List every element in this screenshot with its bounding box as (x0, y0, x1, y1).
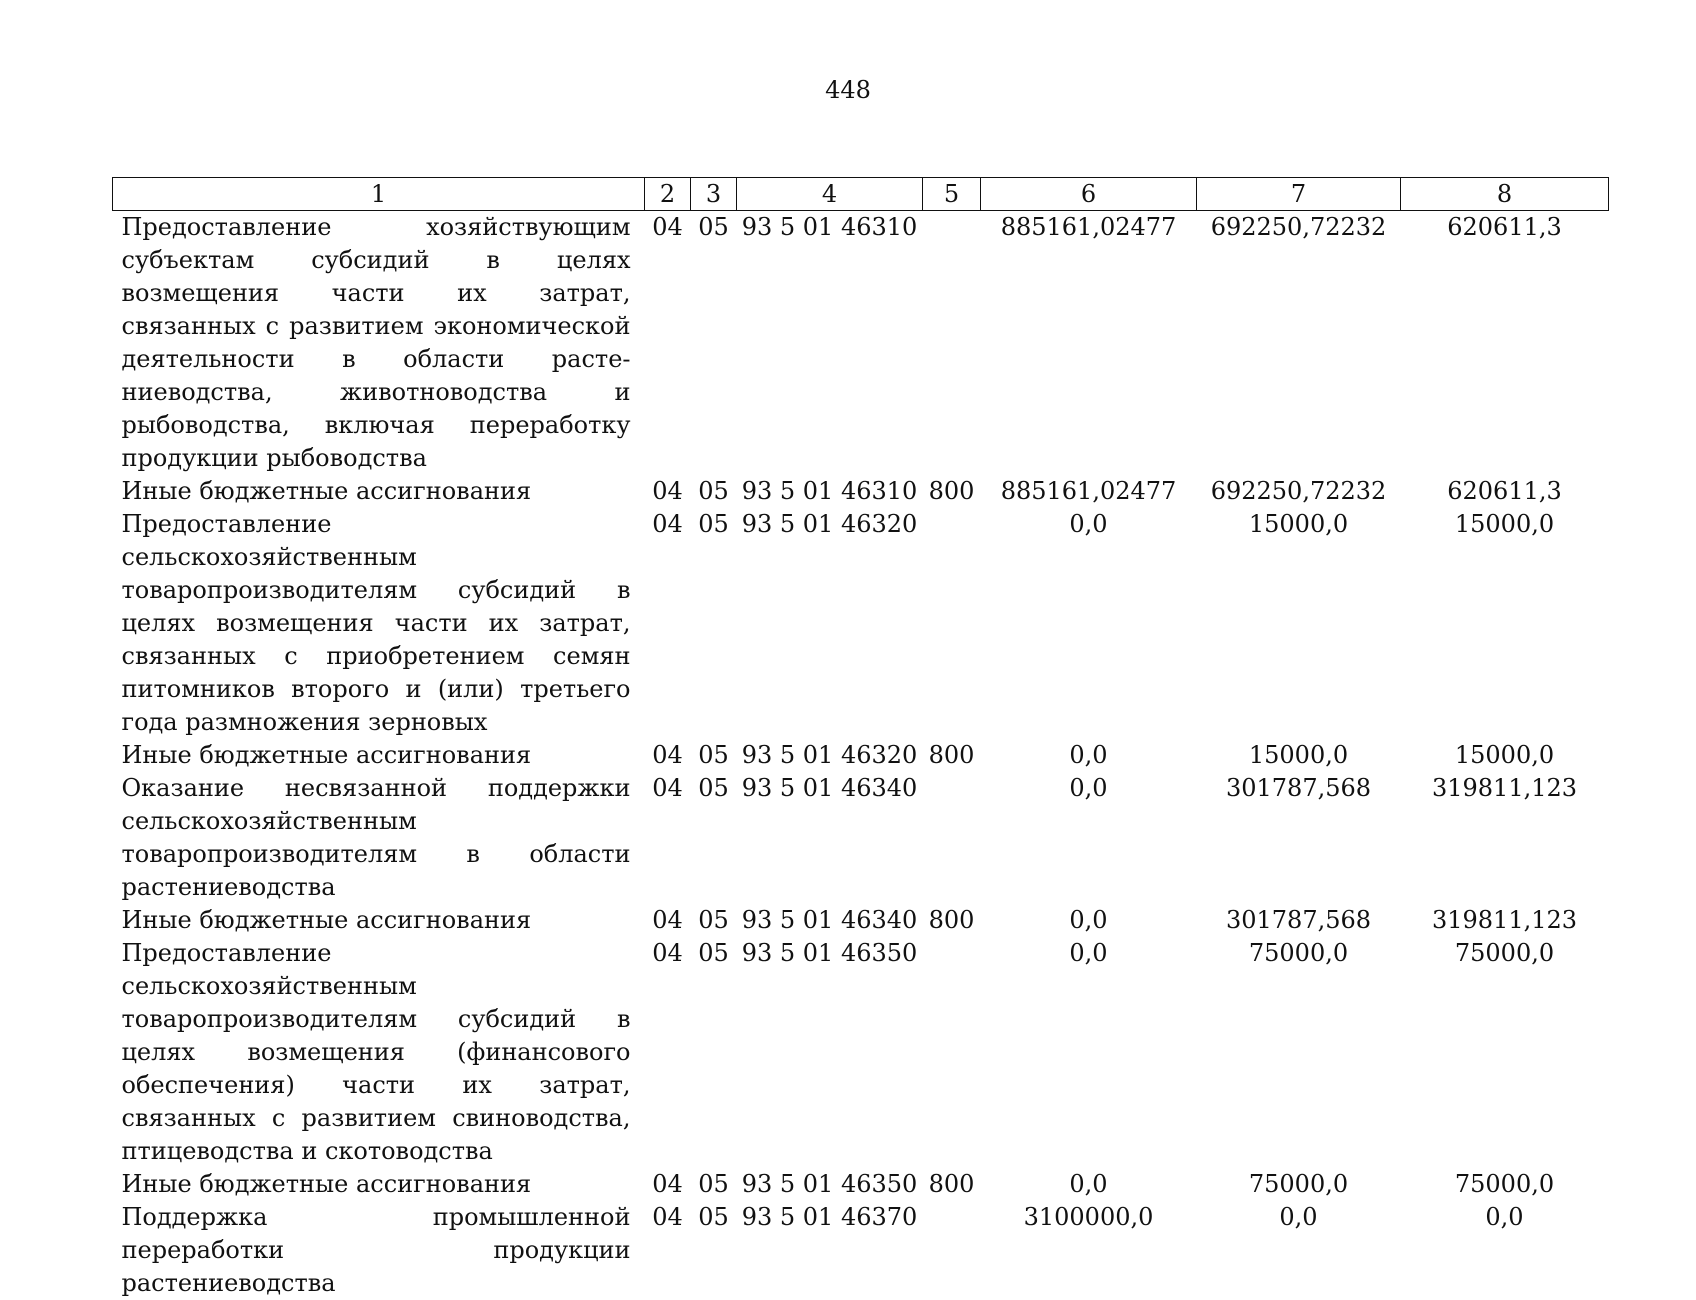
row-section: 04 (652, 741, 683, 769)
row-target-code: 93 5 01 46340 (741, 906, 918, 934)
column-header-6: 6 (981, 178, 1197, 211)
row-target-code: 93 5 01 46370 (741, 1203, 918, 1231)
row-name: Иные бюджетные ассигнования (121, 1170, 532, 1198)
row-expense-type: 800 (928, 906, 975, 934)
row-name: Оказание несвязанной поддержки сельскохозяйственным товаропроизводителям в области растениеводства (121, 774, 631, 901)
row-expense-type: 800 (928, 1170, 975, 1198)
row-subsection: 05 (698, 510, 729, 538)
row-expense-type (923, 772, 981, 904)
column-header-5: 5 (923, 178, 981, 211)
row-expense-type (923, 211, 981, 476)
table-row (113, 508, 1609, 739)
row-amount-7: 301787,568 (1225, 774, 1372, 802)
row-name: Предоставление сельскохозяйственным товаропроизводителям субсидий в целях возмещения части их затрат, связанных с приобретением семян питомников второго и (или) третьего года размножения зерновых (121, 510, 631, 736)
row-subsection: 05 (698, 774, 729, 802)
column-header-2: 2 (645, 178, 691, 211)
column-header-4: 4 (737, 178, 923, 211)
row-subsection: 05 (698, 1170, 729, 1198)
row-name: Предоставление хозяйствующим субъектам субсидий в целях возмещения части их затрат, связанных с развитием экономической деятельности в области растениеводства, животноводства и рыбоводства, включая переработку продукции рыбоводства (121, 213, 631, 472)
row-amount-7: 0,0 (1279, 1203, 1318, 1231)
row-amount-6: 0,0 (1069, 741, 1108, 769)
row-amount-6: 0,0 (1069, 774, 1108, 802)
row-amount-8: 319811,123 (1431, 906, 1578, 934)
row-target-code: 93 5 01 46340 (741, 774, 918, 802)
column-header-8: 8 (1401, 178, 1609, 211)
row-amount-6: 885161,02477 (1000, 213, 1177, 241)
row-subsection: 05 (698, 477, 729, 505)
page-number: 448 (825, 76, 871, 104)
row-expense-type (923, 508, 981, 739)
row-section: 04 (652, 1203, 683, 1231)
row-subsection: 05 (698, 939, 729, 967)
row-section: 04 (652, 477, 683, 505)
row-amount-8: 0,0 (1485, 1203, 1524, 1231)
row-amount-7: 15000,0 (1248, 741, 1349, 769)
row-section: 04 (652, 510, 683, 538)
row-amount-7: 75000,0 (1248, 939, 1349, 967)
table-row (113, 937, 1609, 1168)
row-target-code: 93 5 01 46310 (741, 477, 918, 505)
row-expense-type (923, 937, 981, 1168)
row-amount-6: 0,0 (1069, 510, 1108, 538)
row-amount-6: 0,0 (1069, 906, 1108, 934)
row-subsection: 05 (698, 741, 729, 769)
row-section: 04 (652, 213, 683, 241)
row-target-code: 93 5 01 46320 (741, 741, 918, 769)
row-amount-6: 0,0 (1069, 1170, 1108, 1198)
row-target-code: 93 5 01 46320 (741, 510, 918, 538)
table-row (113, 211, 1609, 476)
row-amount-6: 885161,02477 (1000, 477, 1177, 505)
row-target-code: 93 5 01 46350 (741, 939, 918, 967)
table-row (113, 772, 1609, 904)
row-section: 04 (652, 1170, 683, 1198)
row-name: Предоставление сельскохозяйственным товаропроизводителям субсидий в целях возмещения (финансового обеспечения) части их затрат, связанных с развитием свиноводства, птицеводства и скотоводства (121, 939, 631, 1165)
row-amount-8: 319811,123 (1431, 774, 1578, 802)
row-amount-6: 0,0 (1069, 939, 1108, 967)
row-name: Поддержка промышленной переработки продукции растениеводства (121, 1203, 631, 1297)
row-amount-8: 15000,0 (1454, 510, 1555, 538)
column-header-7: 7 (1197, 178, 1401, 211)
table-header-row (113, 178, 1609, 211)
row-amount-7: 75000,0 (1248, 1170, 1349, 1198)
row-subsection: 05 (698, 213, 729, 241)
table-row (113, 475, 1609, 508)
row-target-code: 93 5 01 46310 (741, 213, 918, 241)
row-section: 04 (652, 906, 683, 934)
row-section: 04 (652, 774, 683, 802)
table-row (113, 1168, 1609, 1201)
row-subsection: 05 (698, 906, 729, 934)
budget-table (112, 177, 1609, 1300)
row-expense-type (923, 1201, 981, 1300)
row-amount-8: 75000,0 (1454, 939, 1555, 967)
row-name: Иные бюджетные ассигнования (121, 906, 532, 934)
row-amount-8: 75000,0 (1454, 1170, 1555, 1198)
row-subsection: 05 (698, 1203, 729, 1231)
table-row (113, 739, 1609, 772)
table-row (113, 1201, 1609, 1300)
row-amount-8: 620611,3 (1447, 477, 1562, 505)
row-name: Иные бюджетные ассигнования (121, 477, 532, 505)
row-target-code: 93 5 01 46350 (741, 1170, 918, 1198)
row-expense-type: 800 (928, 477, 975, 505)
row-expense-type: 800 (928, 741, 975, 769)
row-amount-7: 15000,0 (1248, 510, 1349, 538)
table-row (113, 904, 1609, 937)
row-name: Иные бюджетные ассигнования (121, 741, 532, 769)
row-amount-7: 301787,568 (1225, 906, 1372, 934)
row-amount-8: 15000,0 (1454, 741, 1555, 769)
row-amount-7: 692250,72232 (1210, 477, 1387, 505)
row-amount-6: 3100000,0 (1023, 1203, 1154, 1231)
row-amount-8: 620611,3 (1447, 213, 1562, 241)
row-amount-7: 692250,72232 (1210, 213, 1387, 241)
column-header-3: 3 (691, 178, 737, 211)
row-section: 04 (652, 939, 683, 967)
column-header-1: 1 (113, 178, 645, 211)
